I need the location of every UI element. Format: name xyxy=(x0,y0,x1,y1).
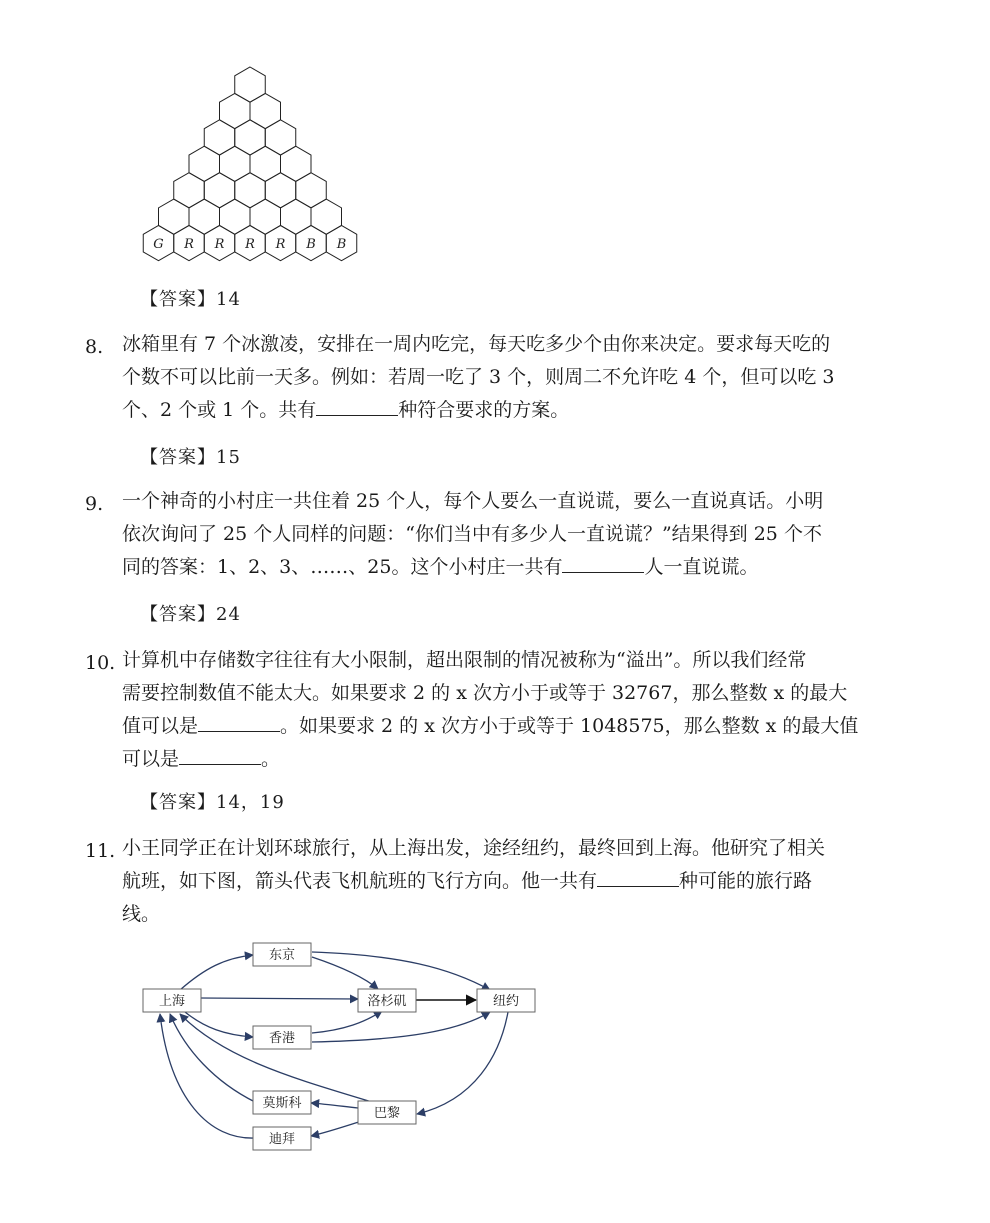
hexagon-label: R xyxy=(275,237,286,253)
question-line: 一个神奇的小村庄一共住着 25 个人，每个人要么一直说谎，要么一直说真话。小明 xyxy=(122,490,824,512)
hexagon-cell xyxy=(174,173,205,208)
hexagon-label: R xyxy=(245,237,255,253)
question-line: 计算机中存储数字往往有大小限制，超出限制的情况被称为“溢出”。所以我们经常 xyxy=(122,649,807,671)
question-line: 可以是 。 xyxy=(122,743,280,776)
question-line: 个数不可以比前一天多。例如：若周一吃了 3 个，则周二不允许吃 4 个，但可以吃 3 xyxy=(122,366,835,388)
question-line: 同的答案：1、2、3、……、25。这个小村庄一共有 人一直说谎。 xyxy=(122,551,758,584)
flight-edges xyxy=(160,952,508,1138)
node-tokyo xyxy=(253,943,311,966)
hexagon-cell xyxy=(296,173,327,208)
question-number: 11. xyxy=(85,840,116,862)
hexagon-cell xyxy=(235,173,266,208)
hexagon-cell xyxy=(204,173,235,208)
question-line: 依次询问了 25 个人同样的问题：“你们当中有多少人一直说谎？”结果得到 25 个不 xyxy=(122,523,822,545)
node-newyork xyxy=(477,989,535,1012)
question-line: 值可以是 。如果要求 2 的 x 次方小于或等于 1048575，那么整数 x 的最大值 xyxy=(122,710,858,743)
svg-text:巴黎: 巴黎 xyxy=(373,1106,401,1121)
hexagon-triangle-figure xyxy=(130,55,370,265)
hexagon-label: G xyxy=(153,237,164,253)
answer-q9: 【答案】24 xyxy=(140,604,241,625)
answer-blank xyxy=(179,744,261,765)
edge-moscow-shanghai xyxy=(170,1014,255,1102)
flight-route-diagram xyxy=(130,935,550,1160)
svg-text:迪拜: 迪拜 xyxy=(268,1132,296,1147)
hexagon-cell xyxy=(250,146,281,181)
edge-newyork-paris xyxy=(417,1012,508,1114)
node-shanghai xyxy=(143,989,201,1012)
question-line: 冰箱里有 7 个冰激凌，安排在一周内吃完，每天吃多少个由你来决定。要求每天吃的 xyxy=(122,333,831,355)
answer-blank xyxy=(198,711,280,732)
edge-hongkong-newyork xyxy=(312,1012,490,1042)
edge-paris-dubai xyxy=(311,1120,365,1136)
hexagon-cell xyxy=(235,67,266,102)
answer-q10: 【答案】14，19 xyxy=(140,792,285,813)
edge-shanghai-hongkong xyxy=(185,1012,253,1037)
hexagon-cell xyxy=(250,199,281,234)
question-line: 航班，如下图，箭头代表飞机航班的飞行方向。他一共有 种可能的旅行路 xyxy=(122,865,812,898)
answer-blank xyxy=(316,395,398,416)
hexagon-cell xyxy=(311,199,342,234)
question-line: 个、2 个或 1 个。共有 种符合要求的方案。 xyxy=(122,394,569,427)
svg-text:莫斯科: 莫斯科 xyxy=(262,1096,302,1111)
hexagon-cell xyxy=(159,199,190,234)
edge-tokyo-newyork xyxy=(312,952,490,990)
hexagon-cell xyxy=(204,120,235,155)
question-number: 10. xyxy=(85,652,116,674)
svg-text:上海: 上海 xyxy=(158,994,186,1009)
edge-dubai-shanghai xyxy=(160,1014,255,1138)
hexagon-cell xyxy=(265,173,296,208)
edge-paris-moscow xyxy=(311,1103,358,1108)
question-line: 需要控制数值不能太大。如果要求 2 的 x 次方小于或等于 32767，那么整数 x 的最大 xyxy=(122,682,848,704)
edge-tokyo-la xyxy=(312,957,378,989)
svg-text:纽约: 纽约 xyxy=(492,994,520,1009)
edge-shanghai-tokyo xyxy=(180,955,253,990)
node-hongkong xyxy=(253,1026,311,1049)
edge-shanghai-la xyxy=(200,998,358,999)
hexagon-label: R xyxy=(214,237,225,253)
hexagon-cell xyxy=(189,199,220,234)
city-nodes xyxy=(143,943,535,1150)
question-number: 9. xyxy=(85,493,104,515)
hexagon-cell xyxy=(189,146,220,181)
hexagon-cell xyxy=(220,146,251,181)
node-la xyxy=(358,989,416,1012)
hexagon-cell xyxy=(265,120,296,155)
hexagon-cell xyxy=(281,199,312,234)
svg-text:东京: 东京 xyxy=(268,948,296,963)
node-paris xyxy=(358,1101,416,1124)
hexagon-label: B xyxy=(306,237,316,253)
answer-q7: 【答案】14 xyxy=(140,289,241,310)
svg-text:香港: 香港 xyxy=(268,1031,296,1046)
svg-text:洛杉矶: 洛杉矶 xyxy=(367,994,407,1009)
hexagon-cell xyxy=(250,93,281,128)
hexagon-cell xyxy=(220,199,251,234)
hexagon-cell xyxy=(220,93,251,128)
question-number: 8. xyxy=(85,336,104,358)
hexagon-label: B xyxy=(336,237,347,253)
hexagon-grid xyxy=(143,67,357,261)
edge-hongkong-la xyxy=(312,1011,382,1033)
node-dubai xyxy=(253,1127,311,1150)
question-line: 线。 xyxy=(122,903,161,925)
question-line: 小王同学正在计划环球旅行，从上海出发，途经纽约，最终回到上海。他研究了相关 xyxy=(122,837,826,859)
hexagon-cell xyxy=(281,146,312,181)
answer-blank xyxy=(597,866,679,887)
hexagon-bottom-labels xyxy=(153,237,346,252)
node-moscow xyxy=(253,1091,311,1114)
answer-q8: 【答案】15 xyxy=(140,447,241,468)
hexagon-cell xyxy=(235,120,266,155)
hexagon-label: R xyxy=(184,237,194,253)
answer-blank xyxy=(562,552,644,573)
